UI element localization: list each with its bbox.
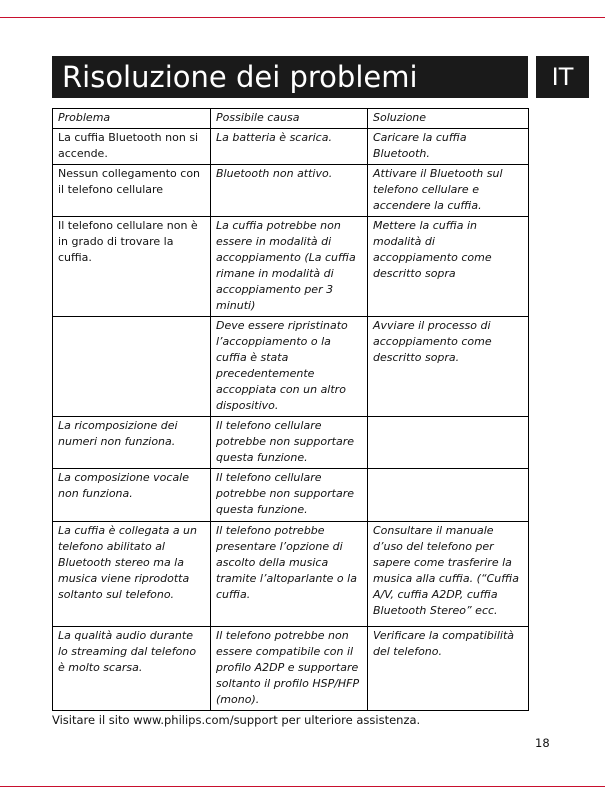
page-number: 18 [535, 736, 550, 750]
table-row [53, 417, 529, 469]
cause-cell: La cuffia potrebbe non essere in modalità di accoppiamento (La cuffia rimane in modalità di accoppiamento per 3 minuti) [211, 217, 368, 317]
solution-cell: Consultare il manuale d’uso del telefono per sapere come trasferire la musica alla cuffia. (“Cuffia A/V, cuffia A2DP, cuffia Bluetooth Stereo” ecc. [368, 522, 529, 627]
header-cause: Possibile causa [211, 109, 368, 129]
problem-cell: La qualità audio durante lo streaming dal telefono è molto scarsa. [53, 627, 211, 711]
problem-cell [53, 317, 211, 417]
table-row [53, 165, 529, 217]
table-row [53, 317, 529, 417]
solution-cell: Caricare la cuffia Bluetooth. [368, 129, 529, 165]
top-red-rule [0, 17, 605, 18]
solution-cell: Avviare il processo di accoppiamento come descritto sopra. [368, 317, 529, 417]
problem-cell: Il telefono cellulare non è in grado di trovare la cuffia. [53, 217, 211, 317]
language-tab: IT [536, 56, 589, 98]
cause-cell: Il telefono cellulare potrebbe non supportare questa funzione. [211, 417, 368, 469]
table-row [53, 129, 529, 165]
cause-cell: Bluetooth non attivo. [211, 165, 368, 217]
cause-cell: Il telefono potrebbe presentare l’opzione di ascolto della musica tramite l’altoparlante o la cuffia. [211, 522, 368, 627]
problem-cell: La cuffia è collegata a un telefono abilitato al Bluetooth stereo ma la musica viene riprodotta soltanto sul telefono. [53, 522, 211, 627]
solution-cell: Attivare il Bluetooth sul telefono cellulare e accendere la cuffia. [368, 165, 529, 217]
solution-cell: Mettere la cuffia in modalità di accoppiamento come descritto sopra [368, 217, 529, 317]
cause-cell: Il telefono cellulare potrebbe non supportare questa funzione. [211, 469, 368, 522]
cause-cell: La batteria è scarica. [211, 129, 368, 165]
problem-cell: La cuffia Bluetooth non si accende. [53, 129, 211, 165]
table-row [53, 522, 529, 627]
table-header-row [53, 109, 529, 129]
cause-cell: Deve essere ripristinato l’accoppiamento o la cuffia è stata precedentemente accoppiata con un altro dispositivo. [211, 317, 368, 417]
cause-cell: Il telefono potrebbe non essere compatibile con il profilo A2DP e supportare soltanto il profilo HSP/HFP (mono). [211, 627, 368, 711]
problem-cell: Nessun collegamento con il telefono cellulare [53, 165, 211, 217]
solution-cell [368, 469, 529, 522]
support-note: Visitare il sito www.philips.com/support per ulteriore assistenza. [52, 713, 421, 727]
table-row [53, 217, 529, 317]
header-problem: Problema [53, 109, 211, 129]
solution-cell: Verificare la compatibilità del telefono. [368, 627, 529, 711]
solution-cell [368, 417, 529, 469]
page-title: Risoluzione dei problemi [52, 56, 528, 98]
table-row [53, 469, 529, 522]
bottom-red-rule [0, 786, 605, 787]
troubleshooting-table [52, 108, 529, 711]
problem-cell: La ricomposizione dei numeri non funziona. [53, 417, 211, 469]
table-row [53, 627, 529, 711]
problem-cell: La composizione vocale non funziona. [53, 469, 211, 522]
header-solution: Soluzione [368, 109, 529, 129]
